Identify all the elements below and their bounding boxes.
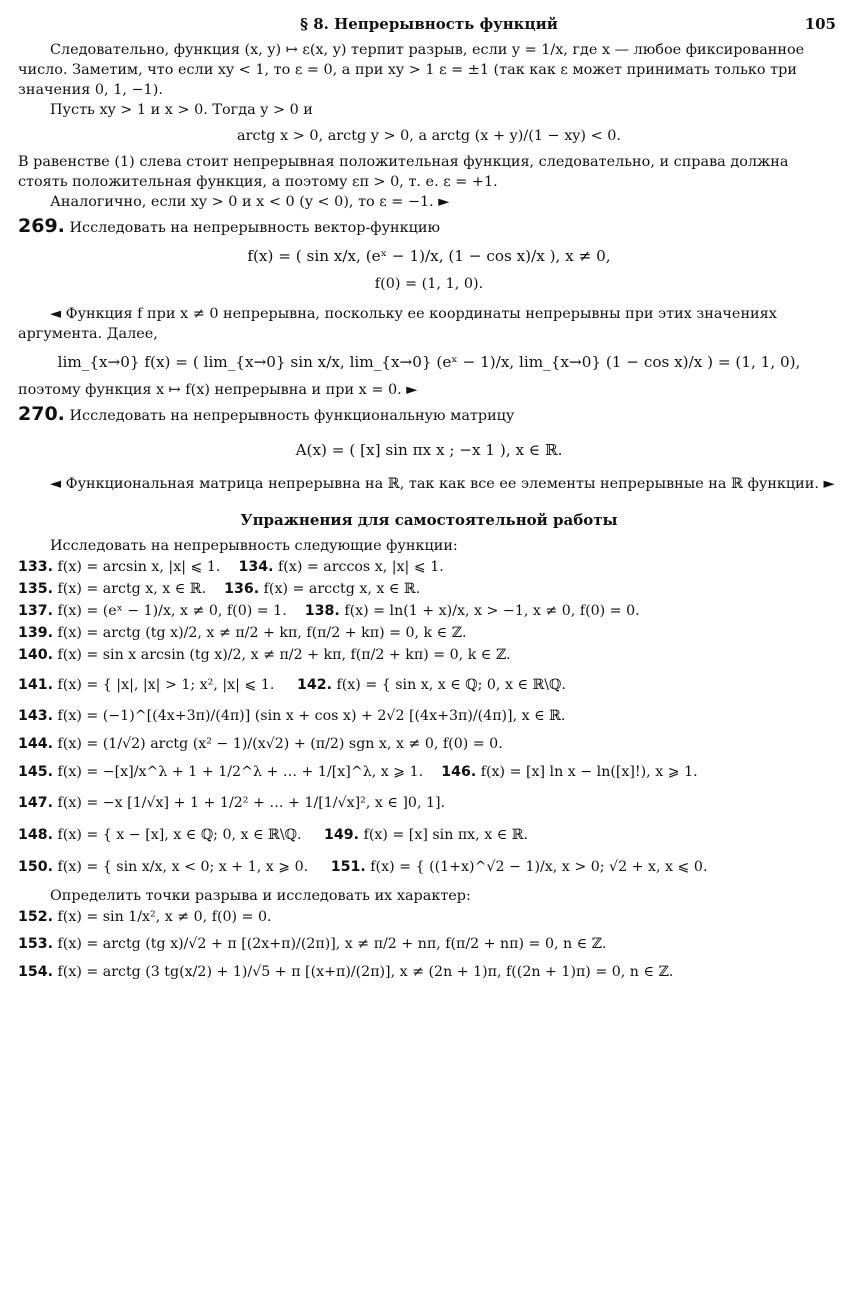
exercise-number: 138. [304,603,340,619]
exercise-number: 148. [18,827,54,843]
exercise-number: 142. [296,677,332,693]
exercise-number: 151. [330,859,366,875]
exercise-text: f(x) = { sin x/x, x < 0; x + 1, x ⩾ 0. [57,859,309,875]
exercise-number: 135. [18,581,54,597]
exercise-text: f(x) = { ((1+x)^√2 − 1)/x, x > 0; √2 + x, x ⩽ 0. [370,859,708,875]
page-number: 105 [804,15,836,33]
exercise-text: f(x) = arccos x, |x| ⩽ 1. [278,559,444,575]
intro-conclusion: В равенстве (1) слева стоит непрерывная положительная функция, следовательно, и справа должна стоять положительная функция, а поэтому επ > 0, т. е. ε = +1. [18,154,789,190]
problem-270 [18,404,840,494]
problem-solution: ◄ Функция f при x ≠ 0 непрерывна, поскольку ее координаты непрерывны при этих значениях аргумента. Далее, [18,306,777,342]
exercise-number: 137. [18,603,54,619]
vector-function-value-at-zero: f(0) = (1, 1, 0). [374,276,484,292]
exercise-number: 153. [18,936,54,952]
exercise-text: f(x) = arctg (tg x)/√2 + π [(2x+π)/(2π)], x ≠ π/2 + nπ, f(π/2 + nπ) = 0, n ∈ ℤ. [57,936,607,952]
exercise-number: 140. [18,647,54,663]
problem-269 [18,216,840,400]
exercise-number: 152. [18,909,54,925]
exercise-number: 150. [18,859,54,875]
problem-conclusion: поэтому функция x ↦ f(x) непрерывна и при x = 0. ► [18,382,418,398]
problem-statement: Исследовать на непрерывность вектор-функцию [69,220,440,236]
exercise-text: f(x) = ln(1 + x)/x, x > −1, x ≠ 0, f(0) = 0. [344,603,640,619]
intro-assumption: Пусть xy > 1 и x > 0. Тогда y > 0 и [50,102,313,118]
problem-solution: ◄ Функциональная матрица непрерывна на ℝ, так как все ее элементы непрерывные на ℝ функции. ► [50,476,835,492]
exercise-number: 149. [324,827,360,843]
exercise-text: f(x) = { x − [x], x ∈ ℚ; 0, x ∈ ℝ\ℚ. [57,827,302,843]
exercise-number: 134. [238,559,274,575]
exercise-number: 133. [18,559,54,575]
exercises-lead-2: Определить точки разрыва и исследовать их характер: [50,888,471,904]
exercise-list-2 [18,907,840,984]
page-header [18,14,840,40]
exercise-text: f(x) = (−1)^[(4x+3π)/(4π)] (sin x + cos x) + 2√2 [(4x+3π)/(4π)], x ∈ ℝ. [57,708,566,724]
exercise-text: f(x) = arctg x, x ∈ ℝ. [57,581,207,597]
exercise-number: 145. [18,764,54,780]
exercises-lead: Исследовать на непрерывность следующие функции: [50,538,458,554]
exercise-text: f(x) = [x] sin πx, x ∈ ℝ. [363,827,529,843]
exercise-number: 147. [18,795,54,811]
exercise-number: 139. [18,625,54,641]
problem-number: 270. [18,403,65,425]
exercise-number: 154. [18,964,54,980]
limit-formula: lim_{x→0} f(x) = ( lim_{x→0} sin x/x, lim_{x→0} (eˣ − 1)/x, lim_{x→0} (1 − cos x)/x ) = (1, 1, 0), [57,353,801,371]
intro-paragraph: Следовательно, функция (x, y) ↦ ε(x, y) терпит разрыв, если y = 1/x, где x — любое фиксированное число. Заметим, что если xy < 1, то ε = 0, а при xy > 1 ε = ±1 (так как ε может принимать только три значения 0, 1, −1). [18,42,805,98]
exercise-text: f(x) = sin x arcsin (tg x)/2, x ≠ π/2 + kπ, f(π/2 + kπ) = 0, k ∈ ℤ. [57,647,511,663]
exercise-text: f(x) = arctg (tg x)/2, x ≠ π/2 + kπ, f(π/2 + kπ) = 0, k ∈ ℤ. [57,625,467,641]
exercise-text: f(x) = arcctg x, x ∈ ℝ. [263,581,421,597]
arctg-inequalities: arctg x > 0, arctg y > 0, а arctg (x + y)/(1 − xy) < 0. [237,128,621,144]
intro-analogy: Аналогично, если xy > 0 и x < 0 (y < 0), то ε = −1. ► [50,194,450,210]
vector-function-formula: f(x) = ( sin x/x, (eˣ − 1)/x, (1 − cos x)/x ), x ≠ 0, [247,247,611,265]
exercise-text: f(x) = sin 1/x², x ≠ 0, f(0) = 0. [57,909,272,925]
exercises-title: Упражнения для самостоятельной работы [240,511,618,529]
running-title: § 8. Непрерывность функций [300,15,558,33]
exercise-number: 141. [18,677,54,693]
exercise-text: f(x) = arctg (3 tg(x/2) + 1)/√5 + π [(x+π)/(2π)], x ≠ (2n + 1)π, f((2n + 1)π) = 0, n ∈ ℤ. [57,964,674,980]
exercise-text: f(x) = { sin x, x ∈ ℚ; 0, x ∈ ℝ\ℚ. [336,677,566,693]
exercise-text: f(x) = [x] ln x − ln([x]!), x ⩾ 1. [480,764,698,780]
matrix-formula: A(x) = ( [x] sin πx x ; −x 1 ), x ∈ ℝ. [295,441,563,459]
exercise-text: f(x) = −[x]/x^λ + 1 + 1/2^λ + … + 1/[x]^λ, x ⩾ 1. [57,764,424,780]
exercise-number: 143. [18,708,54,724]
exercise-text: f(x) = (eˣ − 1)/x, x ≠ 0, f(0) = 1. [57,603,287,619]
exercise-list [18,557,840,880]
exercise-text: f(x) = (1/√2) arctg (x² − 1)/(x√2) + (π/2) sgn x, x ≠ 0, f(0) = 0. [57,736,503,752]
exercise-text: f(x) = { |x|, |x| > 1; x², |x| ⩽ 1. [57,677,275,693]
exercise-text: f(x) = −x [1/√x] + 1 + 1/2² + … + 1/[1/√x]², x ∈ ]0, 1]. [57,795,446,811]
exercise-number: 136. [224,581,260,597]
exercise-text: f(x) = arcsin x, |x| ⩽ 1. [57,559,221,575]
exercise-number: 146. [441,764,477,780]
exercise-number: 144. [18,736,54,752]
problem-statement: Исследовать на непрерывность функциональную матрицу [69,408,515,424]
problem-number: 269. [18,215,65,237]
